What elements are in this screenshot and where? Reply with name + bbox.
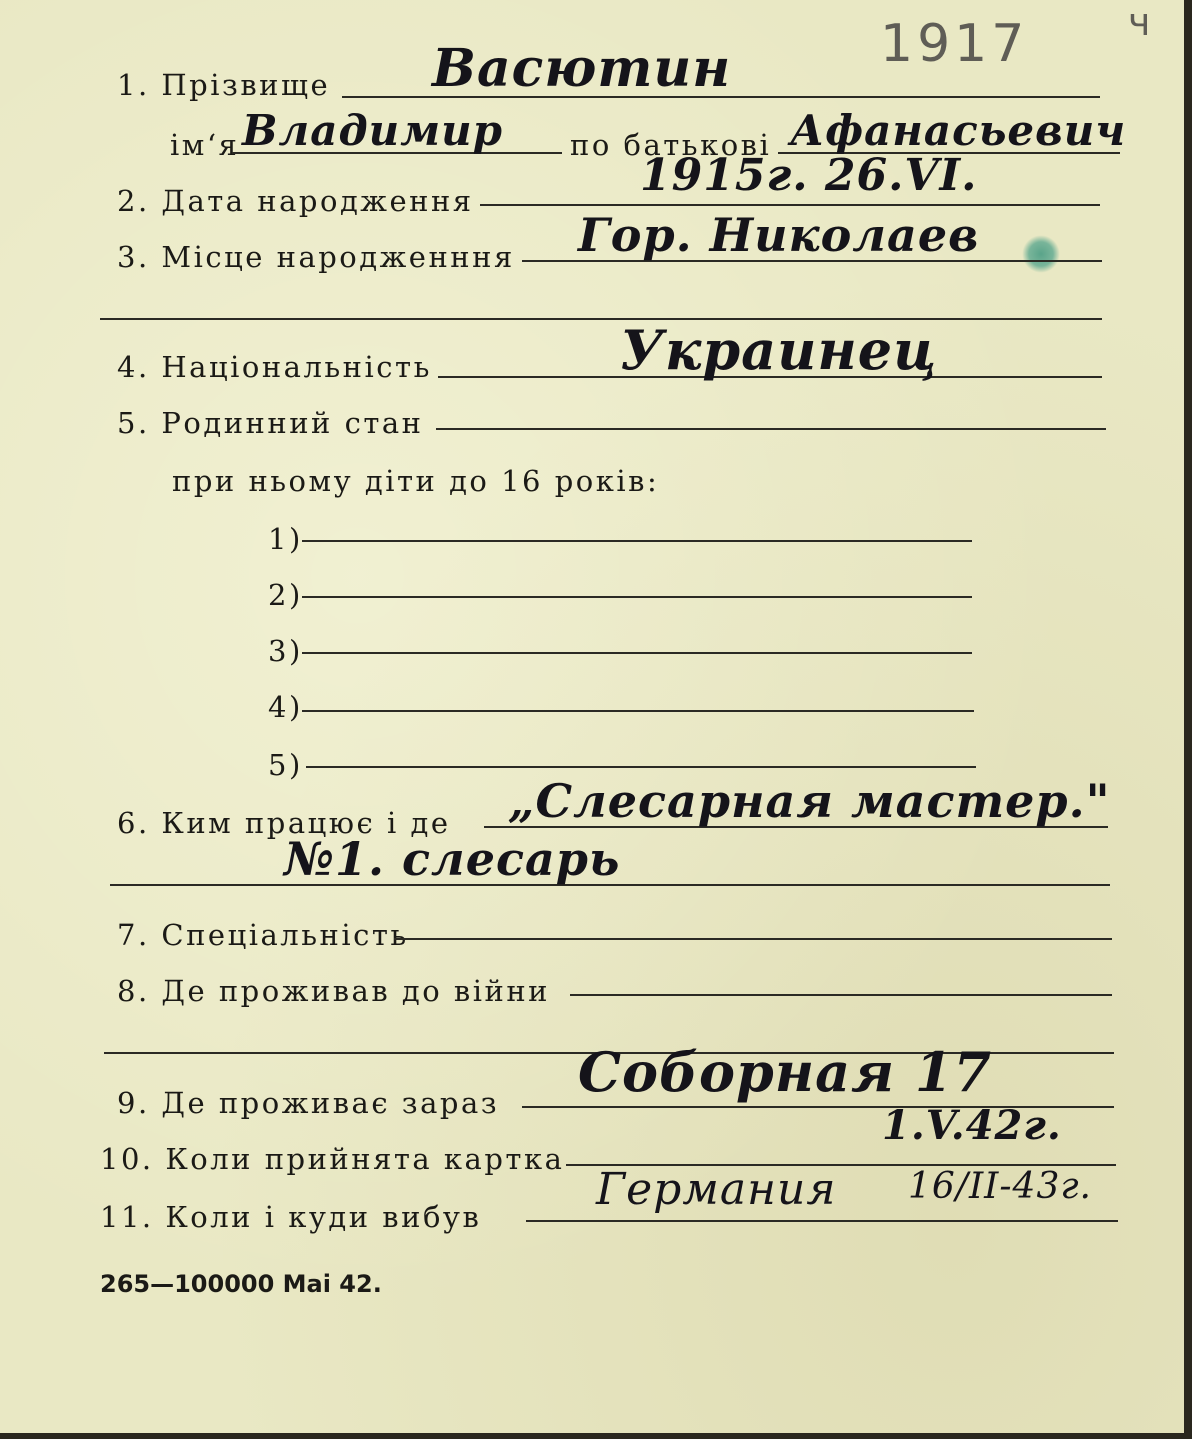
work-value-line1: „Слесарная мастер." (508, 774, 1111, 828)
patronymic-label: по батькові (570, 128, 772, 162)
surname-label: 1. Прізвище (117, 68, 331, 102)
card-accepted-value: 1.V.42г. (882, 1102, 1062, 1149)
child-2-line (302, 596, 972, 598)
birth-place-value: Гор. Николаев (578, 208, 980, 262)
specialty-line (394, 938, 1112, 940)
scan-edge-bottom (0, 1433, 1192, 1439)
scan-edge-right (1184, 0, 1192, 1439)
child-4-line (302, 710, 974, 712)
corner-mark: ч (1128, 0, 1151, 44)
marital-status-label: 5. Родинний стан (117, 406, 424, 440)
prewar-residence-label: 8. Де проживав до війни (117, 974, 550, 1008)
prewar-residence-line (570, 994, 1112, 996)
patronymic-value: Афанасьевич (790, 106, 1127, 155)
children-label: при ньому діти до 16 років: (172, 464, 660, 498)
first-name-label: ім‘я (170, 128, 240, 162)
marital-status-line (436, 428, 1106, 430)
birth-date-value: 1915г. 26.VI. (640, 150, 978, 201)
current-residence-value: Соборная 17 (578, 1040, 993, 1104)
work-value-line2: №1. слесарь (284, 832, 621, 886)
current-residence-label: 9. Де проживає зараз (117, 1086, 500, 1120)
birth-place-extra-line (100, 318, 1102, 320)
child-5-label: 5) (268, 748, 303, 782)
birth-date-label: 2. Дата народження (117, 184, 474, 218)
child-3-line (302, 652, 972, 654)
child-1-line (302, 540, 972, 542)
child-2-label: 2) (268, 578, 303, 612)
child-3-label: 3) (268, 634, 303, 668)
print-run-footer: 265—100000 Mai 42. (100, 1270, 382, 1298)
surname-value: Васютин (432, 38, 732, 99)
departed-label: 11. Коли і куди вибув (100, 1200, 482, 1234)
work-label: 6. Ким працює і де (117, 806, 451, 840)
first-name-value: Владимир (242, 106, 504, 155)
child-4-label: 4) (268, 690, 303, 724)
departed-place-value: Германия (596, 1164, 837, 1215)
birth-date-line (480, 204, 1100, 206)
specialty-label: 7. Спеціальність (117, 918, 409, 952)
departed-date-value: 16/II-43г. (908, 1166, 1092, 1207)
birth-place-label: 3. Місце народженння (117, 240, 515, 274)
nationality-label: 4. Національність (117, 350, 432, 384)
corner-year-note: 1917 (880, 14, 1029, 74)
card-accepted-label: 10. Коли прийнята картка (100, 1142, 565, 1176)
nationality-value: Украинец (620, 318, 938, 382)
departed-line (526, 1220, 1118, 1222)
green-ink-stain (1022, 235, 1060, 273)
child-1-label: 1) (268, 522, 303, 556)
child-5-line (306, 766, 976, 768)
